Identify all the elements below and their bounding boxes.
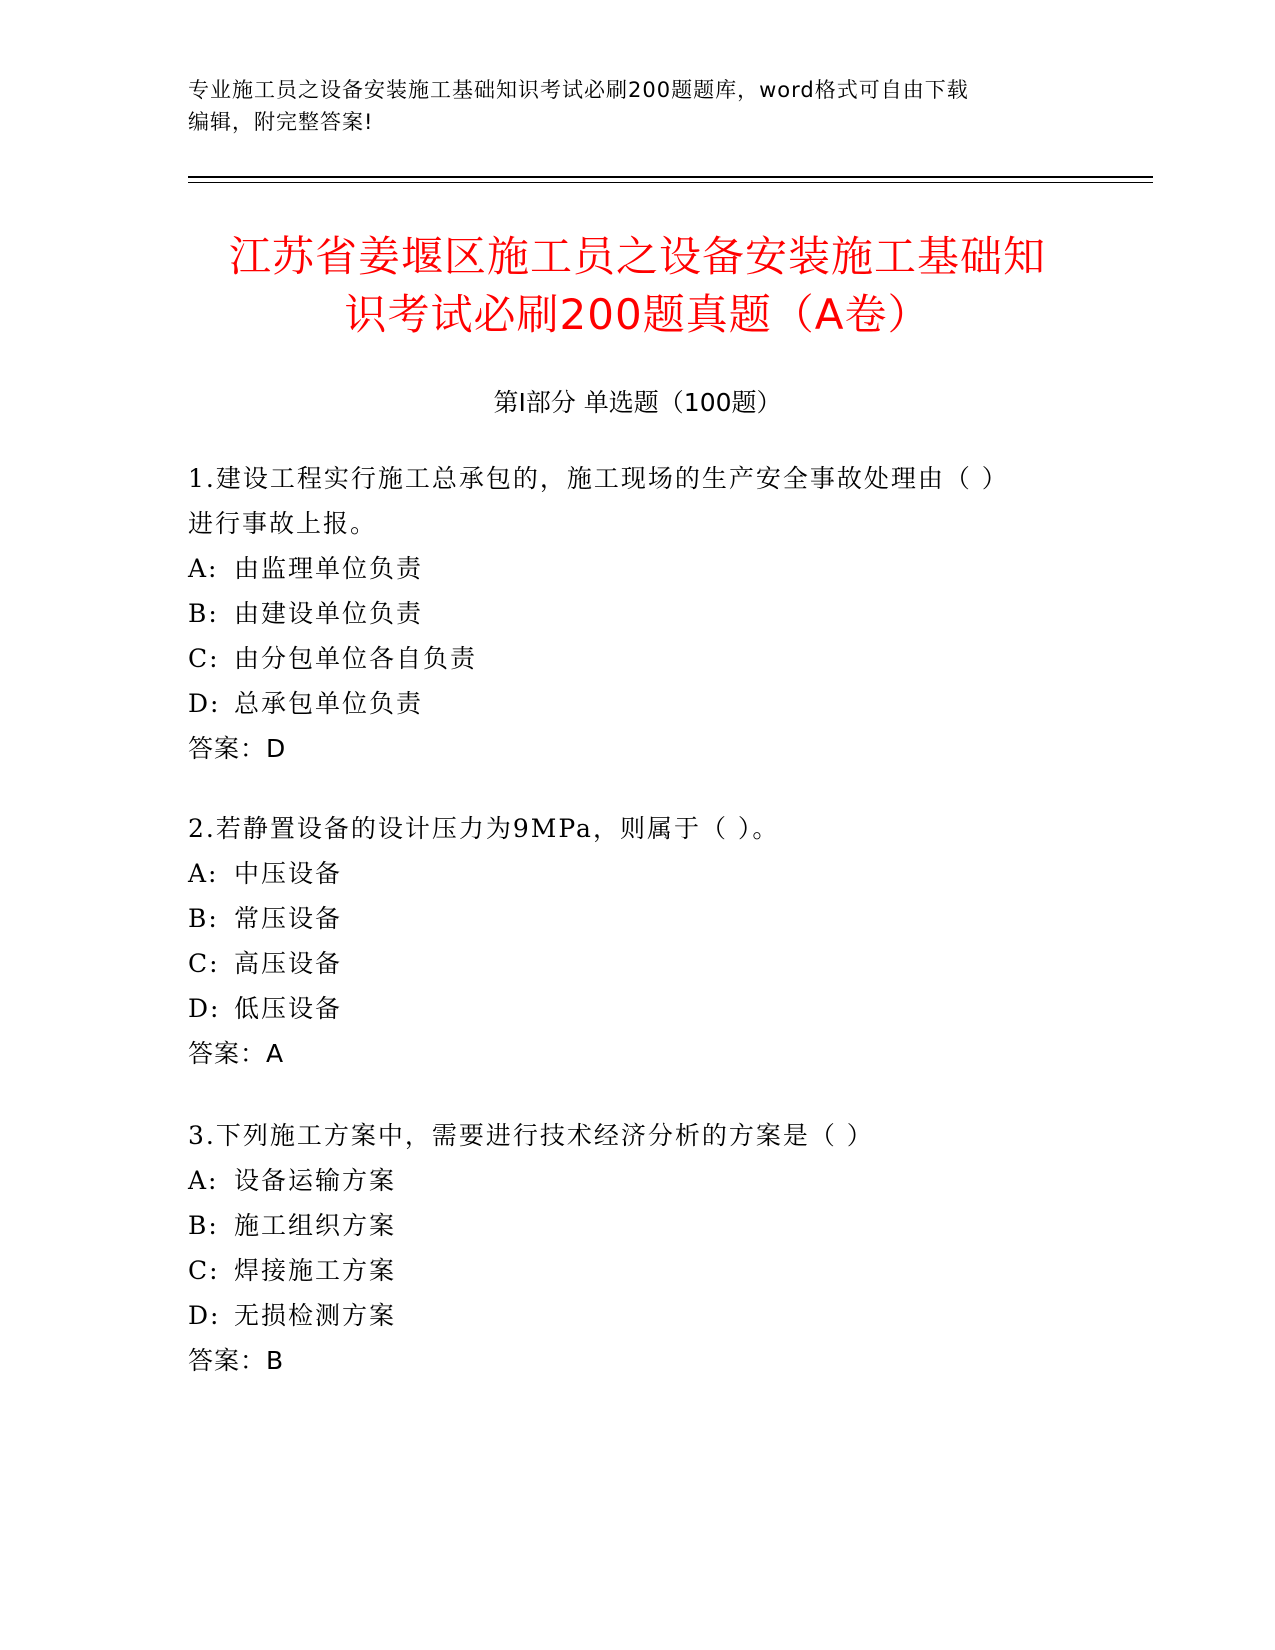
option-c xyxy=(188,941,1088,986)
header-note-line-1: 专业施工员之设备安装施工基础知识考试必刷200题题库，word格式可自由下载 xyxy=(188,78,969,102)
document-title xyxy=(160,228,1115,344)
option-c xyxy=(188,636,1088,681)
option-letter: A: xyxy=(188,554,219,583)
option-text: 施工组织方案 xyxy=(234,1211,397,1240)
question-stem: 3.下列施工方案中，需要进行技术经济分析的方案是（ ） xyxy=(188,1121,874,1150)
option-letter: C: xyxy=(188,644,220,673)
option-c xyxy=(188,1248,1088,1293)
option-a xyxy=(188,546,1088,591)
option-letter: B: xyxy=(188,599,219,628)
option-text: 无损检测方案 xyxy=(234,1301,397,1330)
option-letter: A: xyxy=(188,1166,219,1195)
option-text: 由监理单位负责 xyxy=(234,554,424,583)
option-letter: D: xyxy=(188,994,221,1023)
question-2 xyxy=(188,806,1088,1076)
option-d xyxy=(188,986,1088,1031)
option-a xyxy=(188,851,1088,896)
option-text: 由分包单位各自负责 xyxy=(234,644,478,673)
option-text: 常压设备 xyxy=(234,904,343,933)
option-text: 焊接施工方案 xyxy=(234,1256,397,1285)
option-d xyxy=(188,1293,1088,1338)
document-title-line-1: 江苏省姜堰区施工员之设备安装施工基础知 xyxy=(228,232,1046,281)
document-title-line-2: 识考试必刷200题真题（A卷） xyxy=(344,290,931,339)
option-letter: C: xyxy=(188,1256,220,1285)
option-b xyxy=(188,591,1088,636)
option-text: 由建设单位负责 xyxy=(234,599,424,628)
question-3 xyxy=(188,1113,1088,1383)
answer-line: 答案：A xyxy=(188,1039,285,1068)
option-text: 低压设备 xyxy=(234,994,343,1023)
section-heading: 第I部分 单选题（100题） xyxy=(493,388,782,417)
option-b xyxy=(188,896,1088,941)
option-letter: D: xyxy=(188,689,221,718)
option-b xyxy=(188,1203,1088,1248)
header-note-line-2: 编辑，附完整答案! xyxy=(188,110,374,134)
option-letter: C: xyxy=(188,949,220,978)
option-text: 中压设备 xyxy=(234,859,343,888)
header-note xyxy=(188,74,1088,138)
question-stem-continued: 进行事故上报。 xyxy=(188,509,378,538)
option-a xyxy=(188,1158,1088,1203)
header-divider-thick xyxy=(188,176,1153,178)
answer-line: 答案：D xyxy=(188,734,287,763)
question-1 xyxy=(188,456,1088,771)
option-d xyxy=(188,681,1088,726)
answer-line: 答案：B xyxy=(188,1346,285,1375)
option-letter: D: xyxy=(188,1301,221,1330)
question-stem: 1.建设工程实行施工总承包的，施工现场的生产安全事故处理由（ ） xyxy=(188,464,1009,493)
header-divider-thin xyxy=(188,182,1153,183)
option-text: 高压设备 xyxy=(234,949,343,978)
question-stem: 2.若静置设备的设计压力为9MPa，则属于（ ）。 xyxy=(188,814,780,843)
option-letter: B: xyxy=(188,1211,219,1240)
option-text: 总承包单位负责 xyxy=(234,689,424,718)
option-text: 设备运输方案 xyxy=(234,1166,397,1195)
option-letter: B: xyxy=(188,904,219,933)
option-letter: A: xyxy=(188,859,219,888)
